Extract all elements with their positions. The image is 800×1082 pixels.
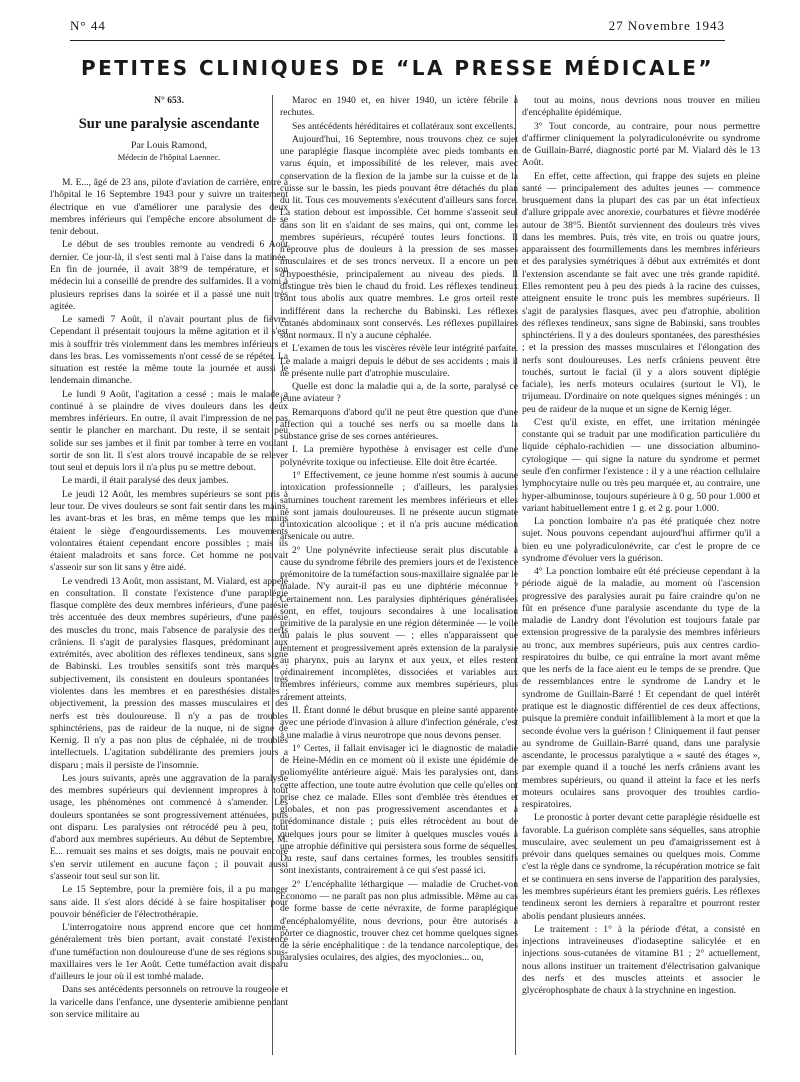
issue-date: 27 Novembre 1943 xyxy=(608,18,725,33)
paragraph: Le jeudi 12 Août, les membres supérieurs se sont pris à leur tour. De vives douleurs se sont fait sentir dans les mains, les avant-bras et les bras, en même temps que les mains étaient le siège d'engourdissements. Les mouvements volontaires étaient cependant encore possibles ; mais ils étaient maladroits et sans force. Cet homme ne pouvait s'asseoir sur son lit sans y être aidé. xyxy=(50,488,288,574)
running-header xyxy=(70,18,725,36)
paragraph: M. E..., âgé de 23 ans, pilote d'aviation de carrière, entre à l'hôpital le 16 Septembre 1943 pour y suivre un traitement électrique en vue d'améliorer une paralysie des deux membres inférieurs qui l'empêche encore absolument de se tenir debout. xyxy=(50,177,288,238)
paragraph: C'est qu'il existe, en effet, une irritation méningée constante qui se traduit par une modification particulière du liquide céphalo-rachidien — une dissociation albumino-cytologique — qui signe la nature du syndrome et permet seule d'en confirmer l'existence : il y a une réaction cellulaire lymphocytaire nulle ou très peu marquée et, au contraire, une hyper-albuminose, toujours supérieure à 0 g. 50 pour 1.000 et variant habituellement entre 1 g. et 2 g. pour 1.000. xyxy=(522,416,760,514)
paragraph: La ponction lombaire n'a pas été pratiquée chez notre sujet. Nous pouvons cependant aujourd'hui affirmer qu'il a bien eu une polyradiculonévrite, car c'est le propre de ce syndrome d'évoluer vers la guérison. xyxy=(522,516,760,564)
paragraph: Les jours suivants, après une aggravation de la paralysie des membres supérieurs qui deviennent impropres à tout usage, les phénomènes ont commencé à s'amender. Les douleurs spontanées se sont progressivement atténuées, puis ont disparu. Les paralysies ont rétrocédé peu à peu, tout d'abord aux membres supérieurs. Au début de Septembre, M. E... remuait ses mains et ses doigts, mais ne pouvait encore s'en servir utilement en aucune façon ; il pouvait aussi s'asseoir tout seul sur son lit. xyxy=(50,772,288,882)
paragraph: En effet, cette affection, qui frappe des sujets en pleine santé — principalement des adultes jeunes — commence brusquement dans la plupart des cas par un état infectieux d'allure grippale avec anorexie, courbatures et fièvre modérée autour de 38°5. Bientôt surviennent des douleurs très vives dans les membres. Puis, très vite, en trois ou quatre jours, apparaissent des fourmillements dans les membres inférieurs et des paralysies symétriques à début aux extrémités et dont l'extension ascendante se fait avec une très grande rapidité. Elles remontent peu à peu des pieds à la racine des cuisses, atteignent ensuite le tronc puis les membres supérieurs. Il s'agit de paralysies flasques, avec peu d'atrophie, abolition des réflexes tendineux, sans signe de Babinski, sans troubles sphinctériens. Il y a des douleurs spontanées, des paresthésies ; et la pression des masses musculaires et l'élongation des nerfs sont douloureuses. Les nerfs crâniens peuvent être touchés, surtout le facial (il y a alors souvent diplégie faciale), les nerfs moteurs oculaires (surtout le VI), le trijumeau. D'ordinaire on note quelques signes méningés : un peu de raideur de la nuque et un signe de Kernig léger. xyxy=(522,170,760,415)
paragraph: L'interrogatoire nous apprend encore que cet homme, généralement très bien portant, avait constaté l'existence d'une tuméfaction non douloureuse d'une de ses régions sous-maxillaires vers le 1er Août. Cette tuméfaction avait disparu d'ailleurs le jour où il est tombé malade. xyxy=(50,922,288,983)
paragraph: Le pronostic à porter devant cette paraplégie résiduelle est favorable. La guérison complète sans séquelles, sans atrophie musculaire, avec seulement un peu d'amaigrissement est à prévoir dans quelques semaines ou quelques mois. Comme c'est la règle dans ce syndrome, la récupération motrice se fait et se continuera en sens inverse de l'apparition des paralysies, les membres supérieurs étant les premiers guéris. Les réflexes tendineux seront les derniers à reparaître et pourront rester abolis pendant plusieurs années. xyxy=(522,812,761,922)
column-1-body xyxy=(50,177,288,1021)
paragraph: Le samedi 7 Août, il n'avait pourtant plus de fièvre. Cependant il présentait toujours la même agitation et il s'est mis à souffrir très violemment dans les membres inférieurs et dans les bras. Les vomissements n'ont cessé de se répéter. La situation est restée la même toute la journée et aussi le lendemain dimanche. xyxy=(50,314,288,387)
paragraph: II. Étant donné le début brusque en pleine santé apparente avec une période d'invasion à allure d'infection générale, c'est à une maladie à virus neurotrope que nous devons penser. xyxy=(280,705,518,741)
paragraph: 2° Une polynévrite infectieuse serait plus discutable à cause du syndrome fébrile des premiers jours et de l'existence prémonitoire de la tuméfaction sous-maxillaire signalée par le malade. N'y aurait-il pas eu une diphtérie méconnue ? Certainement non. Les paralysies diphtériques généralisées sont, en effet, toujours secondaires à une localisation primitive de la paralysie en une région déterminée — le voile du palais le plus souvent — ; elles n'apparaissent que lentement et progressivement après extension de la paralysie au pharynx, puis au larynx et aux yeux, et elles restent ordinairement incomplètes, dissociées et variables aux membres inférieurs, comme aux membres supérieurs, plus rarement atteints. xyxy=(280,544,518,703)
author-role: Médecin de l'hôpital Laennec. xyxy=(117,152,221,163)
column-3-body xyxy=(522,95,760,997)
header-rule xyxy=(70,40,725,41)
paragraph: Le 15 Septembre, pour la première fois, il a pu manger sans aide. Il s'est alors décidé à se faire hospitaliser pour pouvoir bénéficier de l'électrothérapie. xyxy=(50,884,288,920)
paragraph: Remarquons d'abord qu'il ne peut être question que d'une affection qui a touché ses nerfs ou sa moelle dans la substance grise de ses cornes antérieures. xyxy=(280,406,518,443)
paragraph: I. La première hypothèse à envisager est celle d'une polynévrite toxique ou infectieuse. Elle doit être écartée. xyxy=(280,444,518,468)
paragraph: Quelle est donc la maladie qui a, de la sorte, paralysé ce jeune aviateur ? xyxy=(280,381,518,405)
paragraph: Le mardi, il était paralysé des deux jambes. xyxy=(62,475,229,487)
column-2-body xyxy=(280,95,518,965)
article-author: Par Louis Ramond, xyxy=(131,139,207,151)
paragraph: Le traitement : 1° à la période d'état, a consisté en injections intraveineuses d'iodaseptine salicylée et en injections sous-cutanées de vitamine B1 ; 2° actuellement, nous allons instituer un traitement d'électrisation galvanique des nerfs et des muscles atteints et associer le glycérophosphate de chaux à la strychnine en ingestion. xyxy=(522,923,760,997)
paragraph: Aujourd'hui, 16 Septembre, nous trouvons chez ce sujet une paraplégie flasque incomplète avec pieds tombants en varus équin, et impossibilité de les relever, mais avec conservation de la flexion de la jambe sur la cuisse et de la cuisse sur le bassin, les pieds pouvant être détachés du plan du lit. Tous ces mouvements s'exécutent d'ailleurs sans force. La station debout est impossible. Cet homme s'asseoit seul dans son lit en s'aidant de ses mains, qui ont, comme les membres supérieurs, récupéré toutes leurs fonctions. Il n'éprouve plus de douleurs à la pression de ses masses musculaires et de ses troncs nerveux. Il a encore un peu d'hypoesthésie, principalement au niveau des pieds. Il distingue très bien le chaud du froid. Les réflexes tendineux sont tous abolis aux quatre membres. Le gros orteil reste indifférent dans la recherche du Babinski. Les réflexes cutanés abdominaux sont conservés. Les réflexes pupillaires sont normaux. Il n'y a aucune céphalée. xyxy=(280,133,518,342)
paragraph: Dans ses antécédents personnels on retrouve la rougeole et la varicelle dans l'enfance, une dysenterie amibienne pendant son service militaire au xyxy=(50,984,288,1020)
paragraph: 1° Certes, il fallait envisager ici le diagnostic de maladie de Heine-Médin en ce moment où il existe une épidémie de poliomyélite antérieure aiguë. Mais les paralysies ont, dans cette affection, une toute autre évolution que celle qu'elles ont prise chez ce malade. Elles sont d'emblée très étendues et globales, et non pas progressivement ascendantes et à prédominance distale ; puis elles rétrocèdent au bout de quelques jours pour se limiter à quelques muscles voués à une atrophie définitive qui persistera sous forme de séquelles. Du reste, sauf dans certaines formes, les troubles sensitifs sont inexistants, contrairement à ce qui s'est passé ici. xyxy=(280,742,518,877)
paragraph: Maroc en 1940 et, en hiver 1940, un ictère fébrile à rechutes. xyxy=(280,95,518,119)
column-3 xyxy=(522,95,760,997)
paragraph: L'examen de tous les viscères révèle leur intégrité parfaite. Le malade a maigri depuis le début de ses accidents ; mais il ne présente nulle part d'atrophie musculaire. xyxy=(280,343,518,379)
column-1 xyxy=(50,95,288,1021)
paragraph: Le lundi 9 Août, l'agitation a cessé ; mais le malade a continué à se plaindre de vives douleurs dans les deux membres inférieurs. En outre, il avait l'impression de ne pas sentir le plancher en marchant. Du reste, il se sentait peu solide sur ses jambes et il finit par tomber à terre en voulant sortir de son lit. Il s'est alors trouvé incapable de se relever tout seul et depuis lors il n'a plus pu se mettre debout. xyxy=(50,388,288,474)
paragraph: Le début de ses troubles remonte au vendredi 6 Août dernier. Ce jour-là, il s'est senti mal à l'aise dans la matinée. En fin de journée, il avait 38°9 de température, et son médecin lui a conseillé de prendre des sulfamides. Il a vomi à plusieurs reprises dans la soirée et il a passé une nuit très agitée. xyxy=(50,239,288,312)
column-2 xyxy=(280,95,518,965)
paragraph: Ses antécédents héréditaires et collatéraux sont excellents. xyxy=(292,120,516,132)
masthead: PETITES CLINIQUES DE “LA PRESSE MÉDICALE” xyxy=(80,56,715,80)
paragraph: Le vendredi 13 Août, mon assistant, M. Vialard, est appelé en consultation. Il constate l'existence d'une paraplégie flasque complète des deux membres inférieurs, d'une parésie très accentuée des deux membres supérieurs, d'une parésie des muscles du tronc, mais l'absence de paralysie des nerfs crâniens. Il s'agit de paralysies flasques, prédominant aux extrémités, avec abolition des réflexes tendineux, sans signe de Babinski. Les troubles sensitifs sont très marqués : subjectivement, ils consistent en douleurs spontanées très violentes dans les membres et en paresthésies distales ; objectivement, la pression des masses musculaires et des nerfs est très douloureuse. Il n'y a pas de troubles sphinctériens, pas de raideur de la nuque, ni de signe de Kernig. Il n'y a pas non plus de céphalée, ni de troubles intellectuels. L'agitation subdélirante des premiers jours a disparu ; mais il persiste de l'insomnie. xyxy=(50,575,288,771)
paragraph: 3° Tout concorde, au contraire, pour nous permettre d'affirmer cliniquement la polyradiculonévrite ou syndrome de Guillain-Barré, diagnostic porté par M. Vialard dès le 13 Août. xyxy=(522,120,760,169)
paragraph: tout au moins, nous devrions nous trouver en milieu d'encéphalite épidémique. xyxy=(522,95,760,119)
article-title: Sur une paralysie ascendante xyxy=(78,116,260,133)
paragraph: 4° La ponction lombaire eût été précieuse cependant à la période aiguë de la maladie, au moment où l'ascension progressive des paralysies aurait pu faire craindre qu'on ne fût en présence d'une paralysie ascendante du type de la maladie de Landry dont l'évolution est toujours fatale par extension progressive de la paralysie des membres inférieurs au tronc, aux membres supérieurs, puis aux centres cardio-respiratoires du bulbe, ce qui entraîne la mort avant même que les nerfs de la face aient eu le temps de se prendre. Que de ressemblances entre le syndrome de Landry et le syndrome de Guillain-Barré ! Et cependant de quel intérêt pratique est le diagnostic différentiel de ces deux affections, puisque la première conduit infailliblement à la mort et que la seconde évolue vers la guérison ! Cliniquement il faut penser au syndrome de Guillain-Barré quand, dans une paralysie ascendante, le processus paralytique a « sauté des étages », par exemple quand il a touché les nerfs crâniens avant les membres supérieurs, ou quand il atteint la face et les nerfs moteurs oculaires sans provoquer des troubles cardio-respiratoires. xyxy=(522,566,760,811)
article-number: N° 653. xyxy=(154,96,184,106)
page-number: N° 44 xyxy=(70,18,106,33)
paragraph: 1° Effectivement, ce jeune homme n'est soumis à aucune intoxication professionnelle ; d'ailleurs, les paralysies saturnines touchent rarement les membres inférieurs et elles ne sont jamais douloureuses. Il ne présente aucun stigmate d'intoxication alcoolique ; et il n'a pris aucune médication arsenicale ou autre. xyxy=(280,469,518,543)
paragraph: 2° L'encéphalite léthargique — maladie de Cruchet-von Economo — ne paraît pas non plus admissible. Même au cas de forme basse de cette névraxite, de forme paraplégique d'encéphalomyélite, nous devrions, pour être autorisés à porter ce diagnostic, trouver chez cet homme quelques signes de la série encéphalitique : de la tendance narcoleptique, des paralysies oculaires, des algies, des myoclonies... ou, xyxy=(280,878,518,964)
